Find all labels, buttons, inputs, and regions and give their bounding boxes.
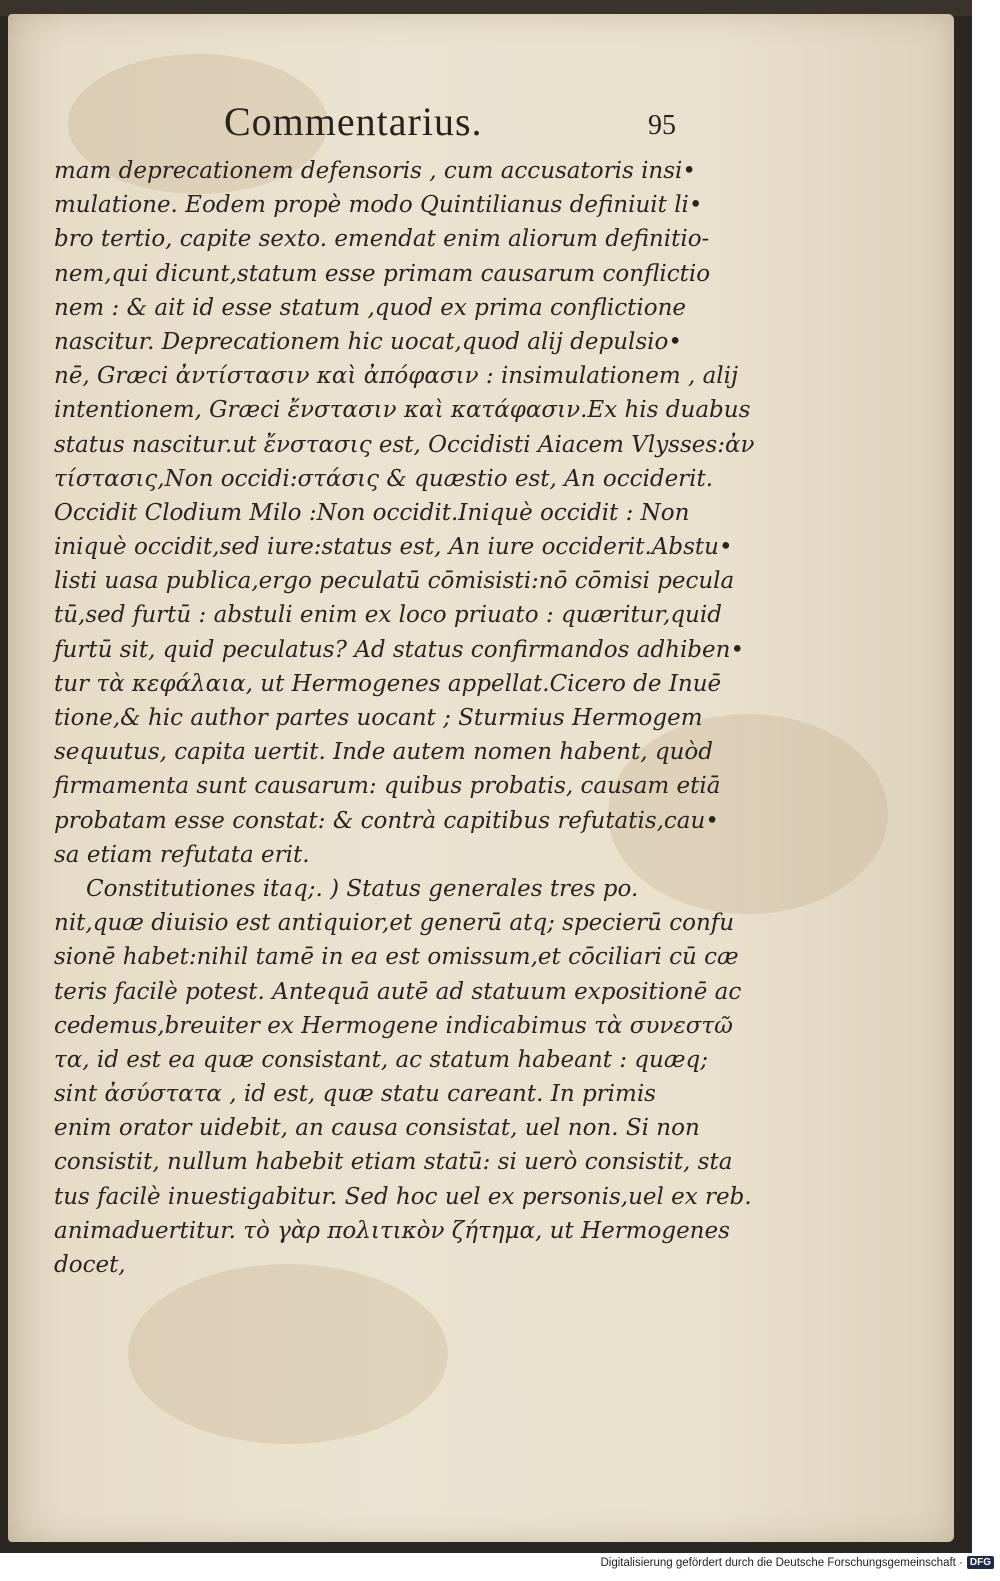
book-page (8, 14, 954, 1542)
text-line: cedemus,breuiter ex Hermogene indicabimus τὰ συνεστῶ (54, 1012, 733, 1039)
digitization-credit (600, 1556, 994, 1569)
text-line: tus facilè inuestigabitur. Sed hoc uel ex personis,uel ex reb. (54, 1183, 752, 1210)
text-line: tū,sed furtū : abstuli enim ex loco priuato : quæritur,quid (54, 602, 722, 629)
page-header (54, 99, 714, 154)
text-line: τίστασις,Non occidi:στάσις & quæstio est, An occiderit. (54, 465, 714, 492)
text-line: sa etiam refutata erit. (54, 841, 310, 868)
text-line: intentionem, Græci ἔνστασιν καὶ κατάφασιν.Ex his duabus (54, 397, 751, 424)
text-line: enim orator uidebit, an causa consistat, uel non. Si non (54, 1115, 700, 1142)
text-line: sint ἀσύστατα , id est, quæ statu careant. In primis (54, 1081, 656, 1108)
text-line: nascitur. Deprecationem hic uocat,quod alij depulsio• (54, 328, 682, 355)
text-line: sionē habet:nihil tamē in ea est omissum,et cōciliari cū cæ (54, 944, 739, 971)
text-line: listi uasa publica,ergo peculatū cōmisisti:nō cōmisi pecula (54, 568, 735, 595)
text-line: nē, Græci ἀντίστασιν καὶ ἀπόφασιν : insimulationem , alij (54, 363, 739, 390)
text-line: mulatione. Eodem propè modo Quintilianus definiuit li• (54, 192, 703, 219)
text-line: nit,quæ diuisio est antiquior,et generū atq; specierū confu (54, 910, 735, 937)
text-line: mam deprecationem defensoris , cum accusatoris insi• (54, 158, 696, 184)
dfg-logo: DFG (967, 1556, 994, 1569)
text-line: teris facilè potest. Antequā autē ad statuum expositionē ac (54, 978, 742, 1005)
text-line: Constitutiones itaq;. ) Status generales tres po. (86, 875, 639, 902)
text-line: nem : & ait id esse statum ,quod ex prima conflictione (54, 294, 686, 321)
text-line: consistit, nullum habebit etiam statū: si uerò consistit, sta (54, 1149, 733, 1176)
text-line: docet, (54, 1252, 126, 1278)
text-lines (54, 154, 755, 1282)
credit-text: Digitalisierung gefördert durch die Deutsche Forschungsgemeinschaft · (600, 1556, 963, 1569)
paper-stain (128, 1264, 448, 1444)
text-line: animaduertitur. τὸ γὰρ πολιτικὸν ζήτημα, ut Hermogenes (54, 1217, 730, 1244)
text-line: τα, id est ea quæ consistant, ac statum habeant : quæq; (54, 1046, 708, 1073)
text-line: nem,qui dicunt,statum esse primam causarum conflictio (54, 260, 711, 287)
text-line: Occidit Clodium Milo :Non occidit.Iniquè occidit : Non (54, 499, 690, 526)
text-line: firmamenta sunt causarum: quibus probatis, causam etiā (54, 773, 721, 800)
text-line: tur τὰ κεφάλαια, ut Hermogenes appellat.Cicero de Inuē (54, 670, 722, 697)
text-line: bro tertio, capite sexto. emendat enim aliorum definitio- (54, 226, 710, 253)
running-head: Commentarius. (224, 99, 483, 144)
text-line: probatam esse constat: & contrà capitibus refutatis,cau• (54, 807, 719, 834)
text-line: furtū sit, quid peculatus? Ad status confirmandos adhiben• (54, 636, 745, 663)
text-line: status nascitur.ut ἔνστασις est, Occidisti Aiacem Vlysses:ἀν (54, 431, 755, 458)
text-line: sequutus, capita uertit. Inde autem nomen habent, quòd (54, 739, 713, 766)
page-number: 95 (648, 110, 676, 141)
page-text-block (54, 99, 755, 1282)
text-line: tione,& hic author partes uocant ; Sturmius Hermogem (54, 705, 703, 731)
text-line: iniquè occidit,sed iure:status est, An iure occiderit.Abstu• (54, 534, 733, 561)
